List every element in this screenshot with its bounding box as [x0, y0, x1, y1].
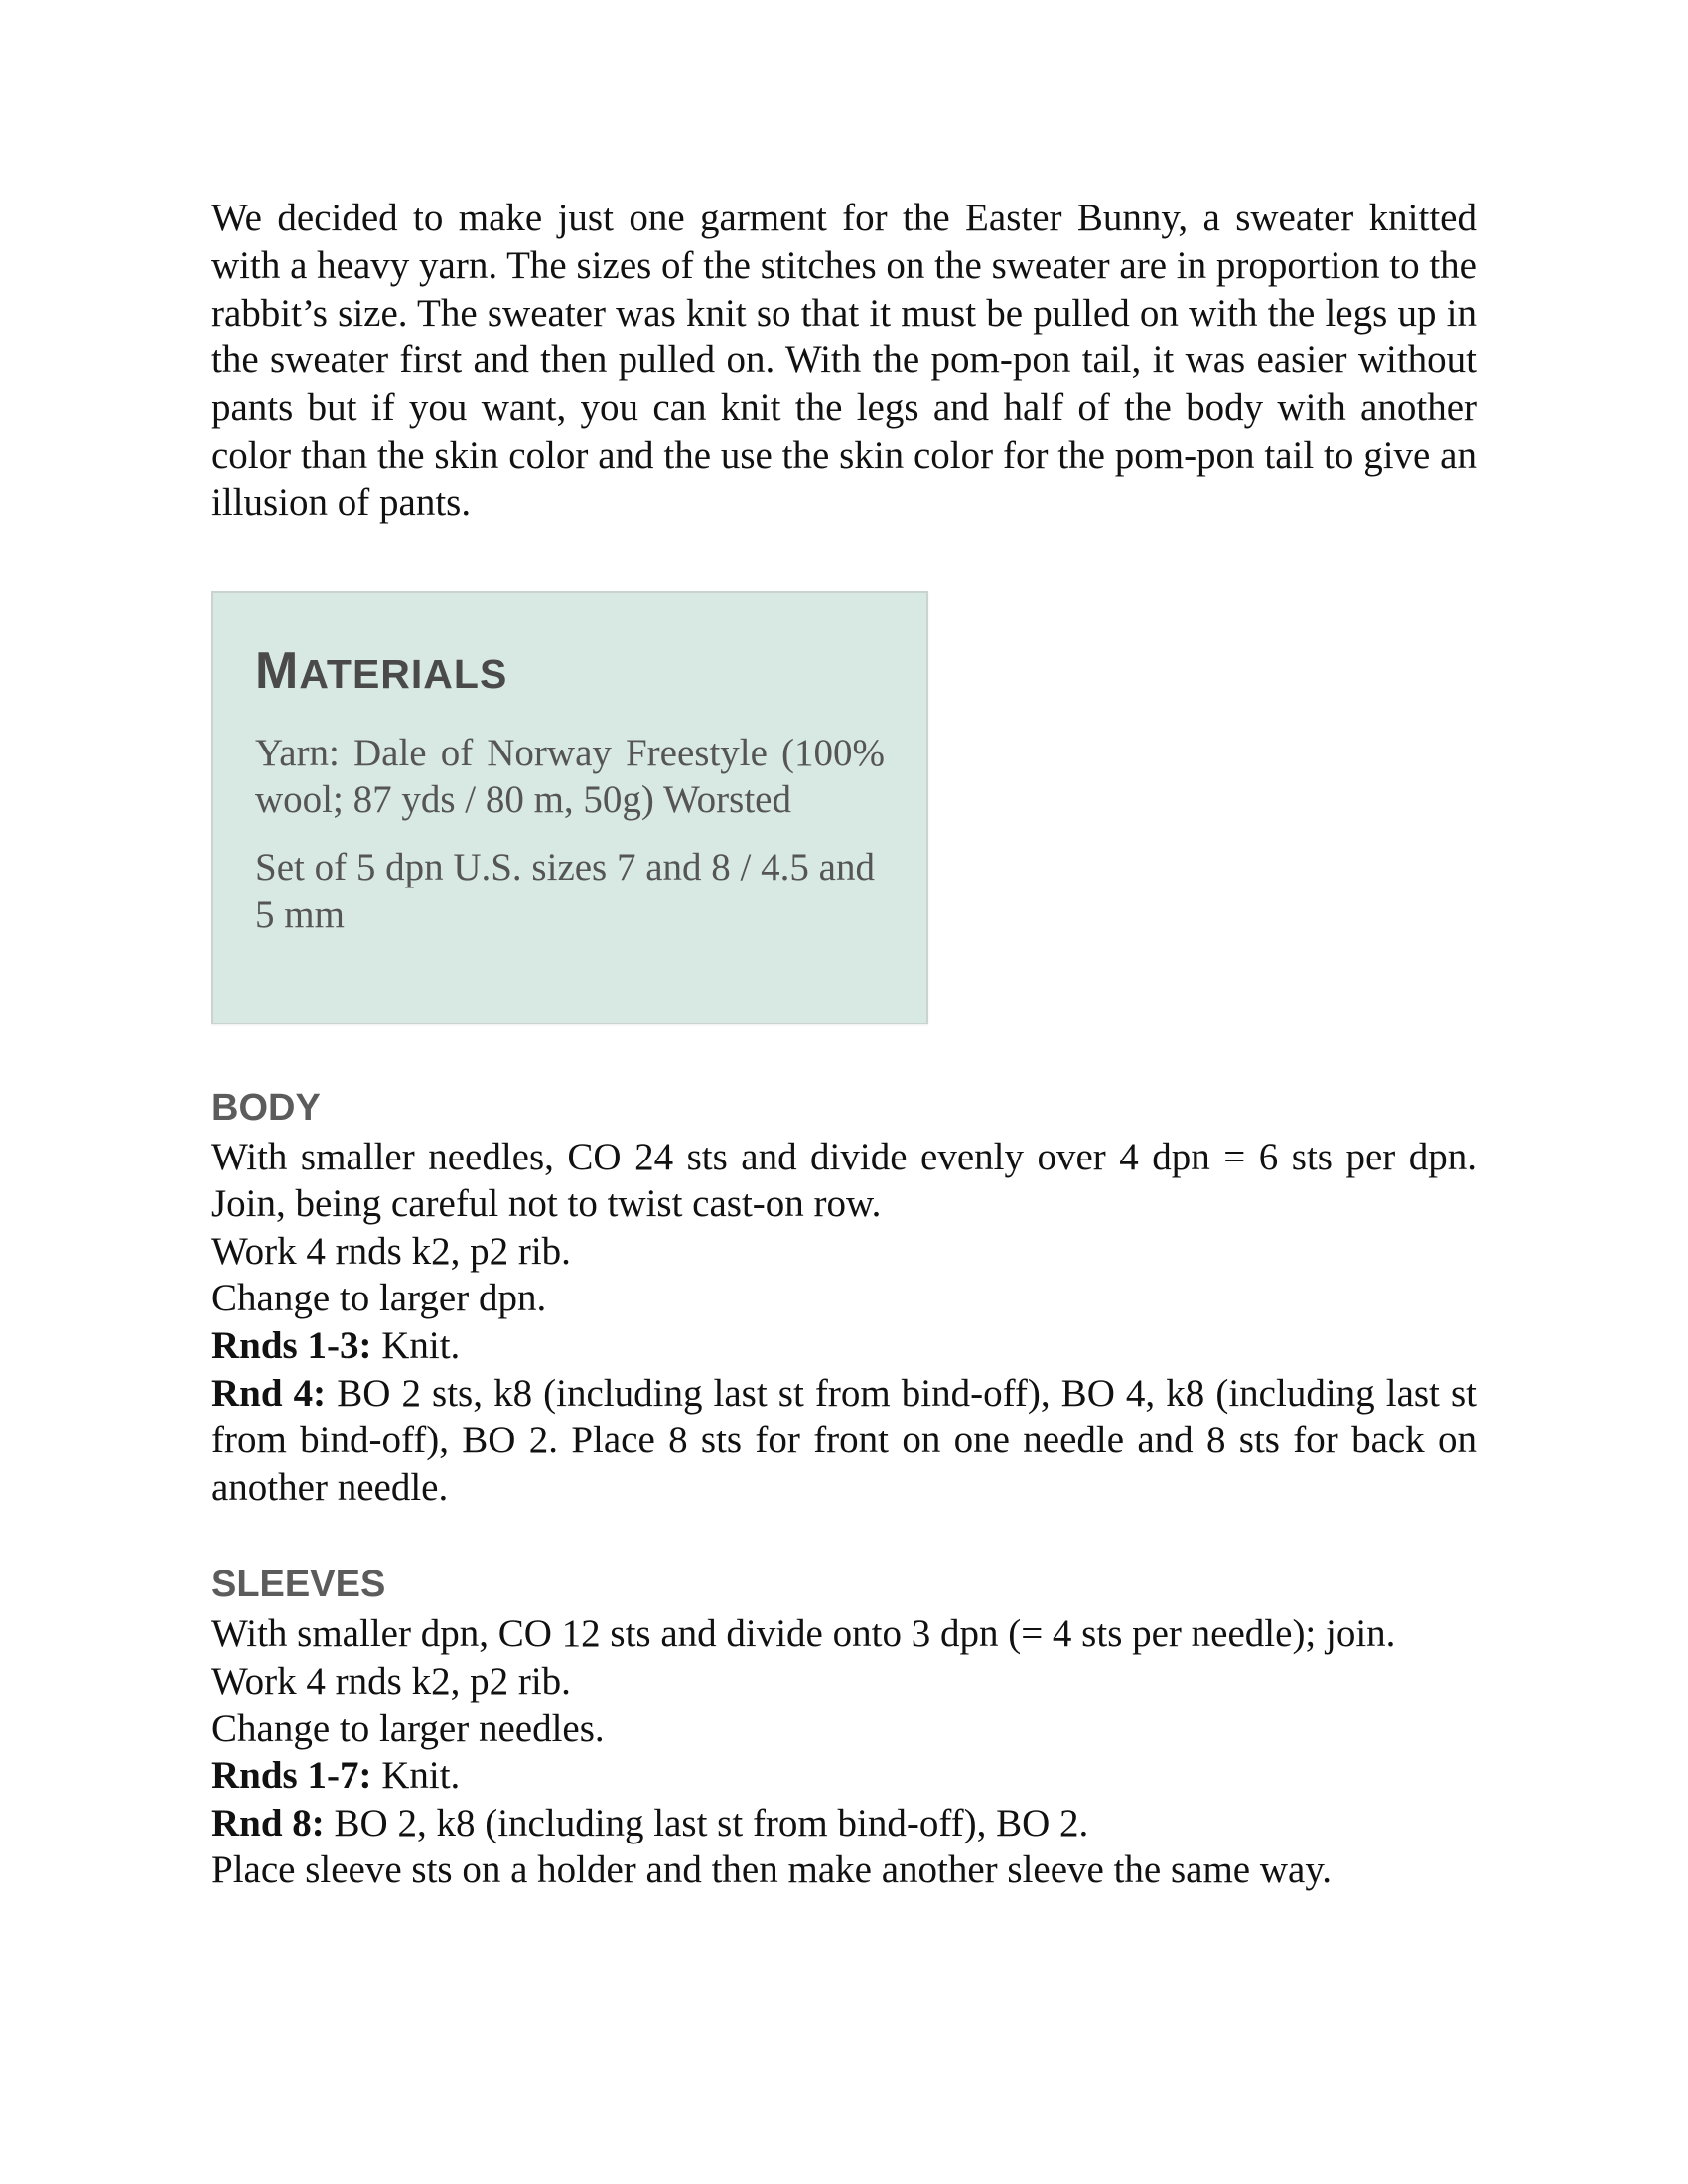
- materials-needles: Set of 5 dpn U.S. sizes 7 and 8 / 4.5 and 5 mm: [255, 846, 875, 936]
- round-label: Rnd 4:: [211, 1371, 327, 1415]
- document-page: [211, 195, 1477, 1894]
- sleeves-round-instruction: [211, 1800, 1477, 1847]
- body-instruction: With smaller needles, CO 24 sts and divide evenly over 4 dpn = 6 sts per dpn. Join, being careful not to twist cast-on row.: [211, 1135, 1477, 1226]
- sleeves-round-instruction: [211, 1752, 1477, 1800]
- body-heading: BODY: [211, 1086, 321, 1129]
- body-section: [211, 1082, 1477, 1512]
- round-label: Rnds 1-7:: [211, 1754, 372, 1798]
- sleeves-instruction: Work 4 rnds k2, p2 rib.: [211, 1659, 571, 1703]
- sleeves-instruction: With smaller dpn, CO 12 sts and divide onto 3 dpn (= 4 sts per needle); join.: [211, 1612, 1396, 1656]
- round-label: Rnd 8:: [211, 1801, 325, 1844]
- body-instruction: Change to larger dpn.: [211, 1277, 547, 1320]
- sleeves-instruction: Place sleeve sts on a holder and then make another sleeve the same way.: [211, 1848, 1333, 1892]
- round-text: Knit.: [371, 1323, 461, 1367]
- sleeves-instruction: Change to larger needles.: [211, 1706, 605, 1750]
- materials-title-initial: M: [255, 641, 300, 700]
- materials-title-rest: ATERIALS: [299, 650, 508, 697]
- sleeves-section: [211, 1559, 1477, 1894]
- materials-box: [211, 591, 928, 1024]
- body-round-instruction: [211, 1322, 1477, 1370]
- body-round-instruction: [211, 1370, 1477, 1512]
- round-text: BO 2, k8 (including last st from bind-off), BO 2.: [324, 1801, 1089, 1844]
- round-text: BO 2 sts, k8 (including last st from bind-off), BO 4, k8 (including last st from bind-off), BO 2. Place 8 sts for front on one needle and 8 sts for back on another needle.: [211, 1371, 1477, 1509]
- sleeves-heading: SLEEVES: [211, 1564, 386, 1606]
- round-label: Rnds 1-3:: [211, 1323, 372, 1367]
- body-instruction: Work 4 rnds k2, p2 rib.: [211, 1229, 571, 1273]
- materials-title: [255, 641, 885, 708]
- intro-paragraph: We decided to make just one garment for the Easter Bunny, a sweater knitted with a heavy yarn. The sizes of the stitches on the sweater are in proportion to the rabbit’s size. The sweater was knit so that it must be pulled on with the legs up in the sweater first and then pulled on. With the pom-pon tail, it was easier without pants but if you want, you can knit the legs and half of the body with another color than the skin color and the use the skin color for the pom-pon tail to give an illusion of pants.: [211, 197, 1477, 524]
- round-text: Knit.: [371, 1754, 461, 1798]
- materials-yarn: Yarn: Dale of Norway Freestyle (100% wool; 87 yds / 80 m, 50g) Worsted: [255, 731, 885, 822]
